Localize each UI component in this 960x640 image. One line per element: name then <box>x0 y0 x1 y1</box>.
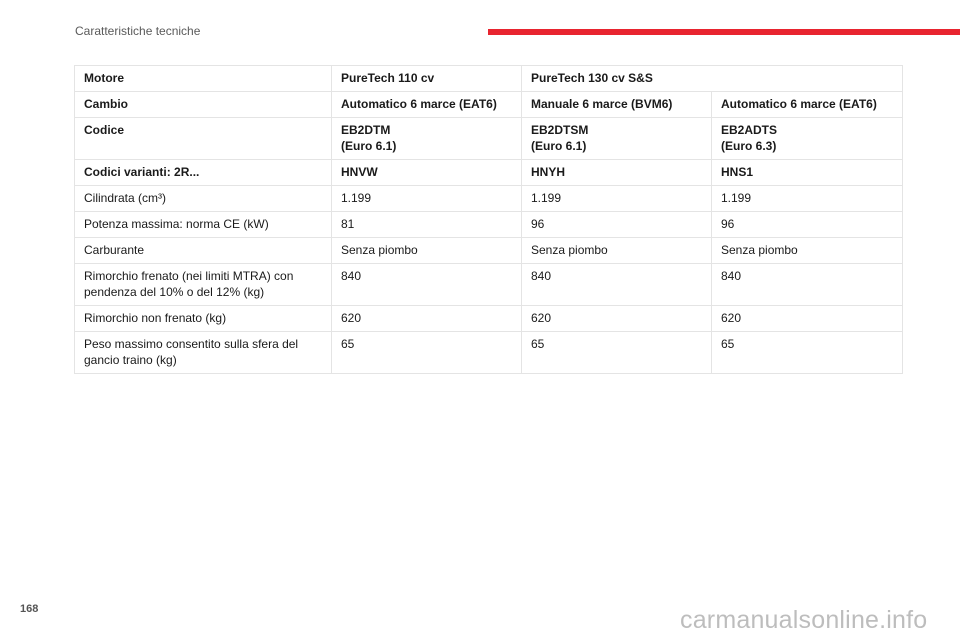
row-label-varianti: Codici varianti: 2R... <box>75 160 332 186</box>
cell-codice-2 <box>522 118 712 160</box>
cell-codice-3 <box>712 118 903 160</box>
table-row <box>75 332 903 374</box>
page-number: 168 <box>20 603 39 615</box>
table-row-cambio <box>75 92 903 118</box>
engine-code: EB2DTSM <box>531 123 589 137</box>
watermark: carmanualsonline.info <box>680 606 928 634</box>
table-row-codice <box>75 118 903 160</box>
row-label: Cilindrata (cm³) <box>75 186 332 212</box>
row-label-cambio: Cambio <box>75 92 332 118</box>
cell-varianti-1: HNVW <box>332 160 522 186</box>
euro-norm: (Euro 6.3) <box>721 139 777 153</box>
table-cell: Senza piombo <box>522 238 712 264</box>
table-cell: 1.199 <box>522 186 712 212</box>
row-label: Peso massimo consentito sulla sfera del gancio traino (kg) <box>75 332 332 374</box>
table-cell: 65 <box>522 332 712 374</box>
table-row <box>75 264 903 306</box>
cell-codice-1 <box>332 118 522 160</box>
engine-code: EB2DTM <box>341 123 391 137</box>
row-label: Rimorchio non frenato (kg) <box>75 306 332 332</box>
table-cell: 840 <box>522 264 712 306</box>
section-accent-bar <box>488 29 960 35</box>
table-row <box>75 306 903 332</box>
cell-motore-110: PureTech 110 cv <box>332 66 522 92</box>
euro-norm: (Euro 6.1) <box>341 139 397 153</box>
table-cell: 81 <box>332 212 522 238</box>
table-cell: 620 <box>332 306 522 332</box>
row-label-motore: Motore <box>75 66 332 92</box>
table-cell: 620 <box>522 306 712 332</box>
euro-norm: (Euro 6.1) <box>531 139 587 153</box>
cell-cambio-1: Automatico 6 marce (EAT6) <box>332 92 522 118</box>
cell-cambio-2: Manuale 6 marce (BVM6) <box>522 92 712 118</box>
table-row <box>75 186 903 212</box>
row-label: Rimorchio frenato (nei limiti MTRA) con pendenza del 10% o del 12% (kg) <box>75 264 332 306</box>
table-cell: 840 <box>332 264 522 306</box>
table-row <box>75 238 903 264</box>
cell-cambio-3: Automatico 6 marce (EAT6) <box>712 92 903 118</box>
engine-code: EB2ADTS <box>721 123 778 137</box>
table-row-motore <box>75 66 903 92</box>
cell-motore-130: PureTech 130 cv S&S <box>522 66 903 92</box>
table-cell: 96 <box>522 212 712 238</box>
row-label: Carburante <box>75 238 332 264</box>
spec-table <box>74 65 903 374</box>
table-cell: 620 <box>712 306 903 332</box>
table-cell: 96 <box>712 212 903 238</box>
table-cell: 1.199 <box>712 186 903 212</box>
row-label: Potenza massima: norma CE (kW) <box>75 212 332 238</box>
section-title: Caratteristiche tecniche <box>75 24 201 38</box>
table-cell: 840 <box>712 264 903 306</box>
table-row-varianti <box>75 160 903 186</box>
table-cell: 65 <box>332 332 522 374</box>
table-cell: Senza piombo <box>712 238 903 264</box>
table-row <box>75 212 903 238</box>
cell-varianti-2: HNYH <box>522 160 712 186</box>
row-label-codice: Codice <box>75 118 332 160</box>
table-cell: Senza piombo <box>332 238 522 264</box>
table-cell: 65 <box>712 332 903 374</box>
cell-varianti-3: HNS1 <box>712 160 903 186</box>
table-cell: 1.199 <box>332 186 522 212</box>
